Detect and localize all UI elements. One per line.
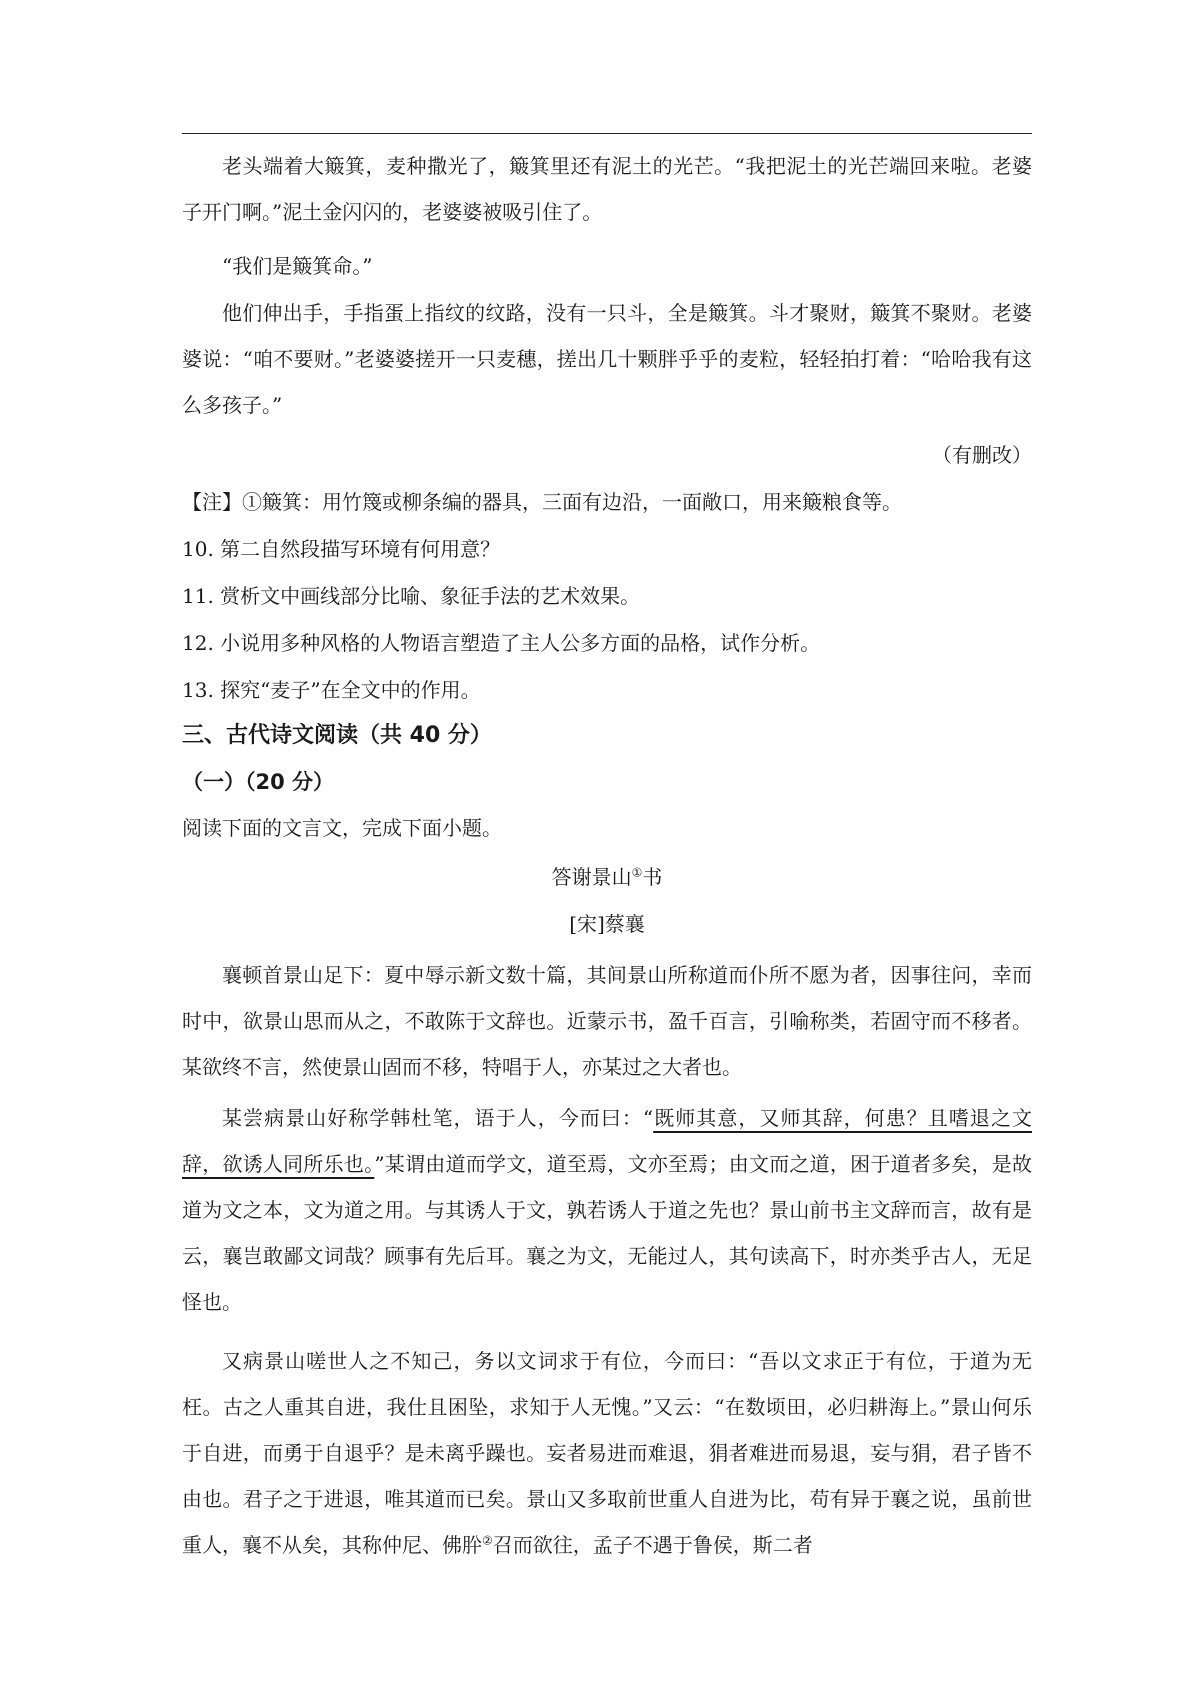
question-11: 11. 赏析文中画线部分比喻、象征手法的艺术效果。 [182,584,641,608]
question-12: 12. 小说用多种风格的人物语言塑造了主人公多方面的品格，试作分析。 [182,631,821,655]
classical-paragraph-3: 又病景山嗟世人之不知己，务以文词求于有位，今而曰：“吾以文求正于有位，于道为无枉。古之人重其自进，我仕且困坠，求知于人无愧。”又云：“在数顷田，必归耕海上。”景山何乐于自进，而勇于自退乎？是未离乎躁也。妄者易进而难退，狷者难进而易退，妄与狷，君子皆不由 ·也。君子之于进退，唯其道而已矣。景山又多取前世重人自进为比，苟有异于襄之说，虽前世重人，襄不从矣，其称仲尼、佛肸②召而欲往，孟子不遇于鲁侯，斯二者 [182,1338,1032,1568]
question-10: 10. 第二自然段描写环境有何用意？ [182,537,501,561]
classical-author: [宋]蔡襄 [569,912,645,936]
underlined-sentence: 既师其意，又师其辞，何患？且嗜退之文辞，欲诱人同所乐也。 [182,1106,1032,1176]
classical-title: 答谢景山①书 [551,865,663,889]
emphasis-char: 病 · [264,1106,285,1130]
emphasis-char: 由 · [182,1487,202,1511]
footnote-marker: ① [631,865,643,880]
classical-paragraph-1: 襄顿首景山足下：夏中辱示新文数十篇，其间景山所称道而仆所不愿为者，因事往问，幸而时中，欲景山思而从之，不敢陈于文辞也。近蒙示书，盈千百言，引喻称类，若固守而不移者。某欲终不言，然使景山固而不移，特唱 ·于人，亦某过之大者也。 [182,952,1032,1090]
story-paragraph-3: 他们伸出手，手指蛋上指纹的纹路，没有一只斗，全是簸箕。斗才聚财，簸箕不聚财。老婆婆说：“咱不要财。”老婆婆搓开一只麦穗，搓出几十颗胖乎乎的麦粒，轻轻拍打着：“哈哈我有这么多孩子。” [182,301,1032,417]
question-13: 13. 探究“麦子”在全文中的作用。 [182,678,481,702]
source-note: （有删改） [932,443,1032,467]
classical-paragraph-2: 某尝病 ·景山好称学韩杜笔，语于人，今而曰：“既师其意，又师其辞，何患？且嗜退之文辞，欲诱人同所乐也。”某谓由道而学文，道至焉，文亦至焉；由文而之道，困于道者多矣，是故道为文之本，文为道之用。与其诱人于文，孰若诱人于道之先也？景山前书主文辞而言，故有是云，襄岂敢鄙文词哉？顾事有先后耳。襄之为文，无能过人，其句读高下，时亦类乎古人，无足怪也。 [182,1095,1032,1325]
header-rule [182,133,1032,134]
annotation: 【注】①簸箕：用竹篾或柳条编的器具，三面有边沿，一面敞口，用来簸粮食等。 [182,490,902,514]
story-paragraph-2: “我们是簸箕命。” [222,254,373,278]
section-subtitle: （一）（20 分） [182,770,335,794]
story-paragraph-1: 老头端着大簸箕，麦种撒光了，簸箕里还有泥土的光芒。“我把泥土的光芒端回来啦。老婆子开门啊。”泥土金闪闪的，老婆婆被吸引住了。 [182,154,1032,224]
section-title: 三、古代诗文阅读（共 40 分） [182,723,492,748]
reading-instruction: 阅读下面的文言文，完成下面小题。 [182,816,502,840]
footnote-marker: ② [482,1533,493,1548]
emphasis-char: 唱 · [502,1055,522,1079]
